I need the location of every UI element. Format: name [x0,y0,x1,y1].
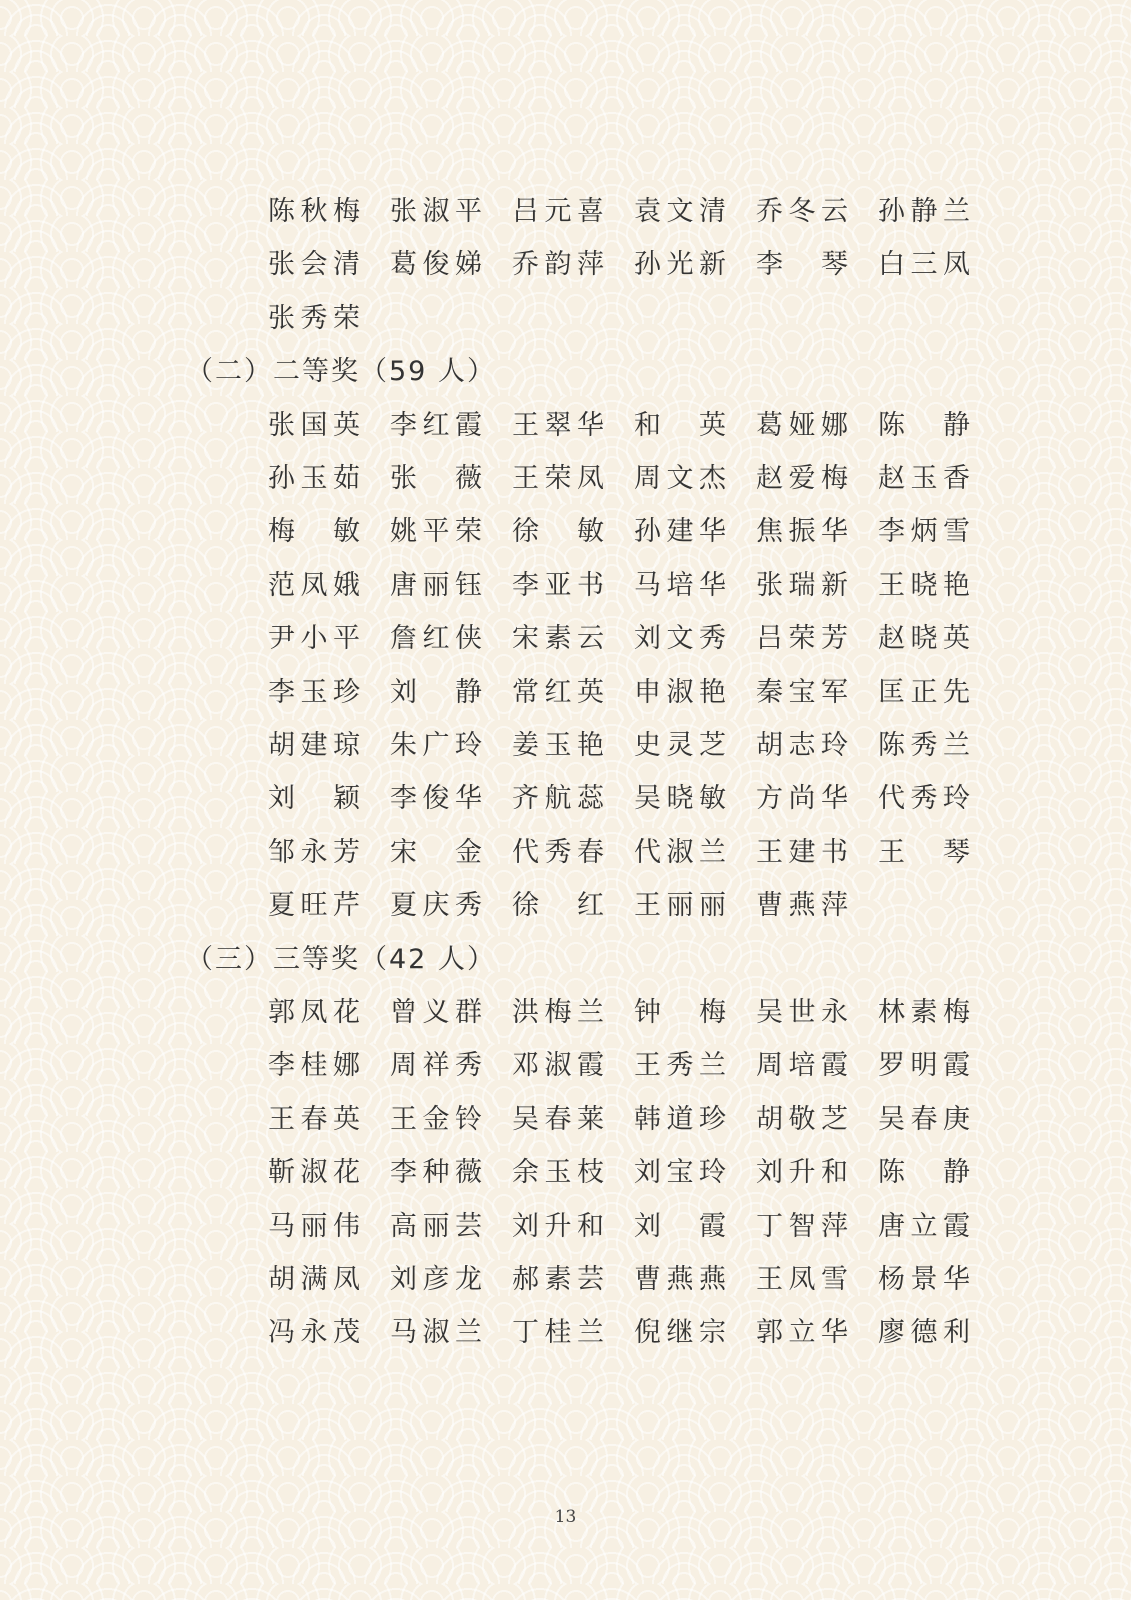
winner-name: 刘颖 [268,783,360,815]
winner-name: 胡建琼 [268,730,360,761]
winner-name: 冯永茂 [268,1317,360,1349]
winner-name: 乔韵萍 [512,249,604,281]
winner-name: 余玉枝 [512,1157,604,1189]
winner-name: 郝素芸 [512,1264,604,1295]
winner-name: 代秀玲 [878,783,970,815]
winner-name: 李琴 [756,249,848,281]
winner-name: 秦宝军 [756,676,848,708]
winner-name: 陈静 [878,409,970,441]
winner-name: 姜玉艳 [512,730,604,761]
winner-name: 陈静 [878,1157,970,1189]
winner-name: 马丽伟 [268,1210,360,1242]
winner-name: 韩道珍 [634,1103,726,1135]
winner-name: 刘升和 [512,1210,604,1242]
winner-name: 刘宝玲 [634,1157,726,1189]
winner-name: 朱广玲 [390,730,482,761]
winner-name: 罗明霞 [878,1050,970,1082]
winner-name: 孙静兰 [878,196,970,227]
winner-name: 刘静 [390,676,482,708]
winner-name: 陈秋梅 [268,196,360,227]
winner-name: 葛娅娜 [756,409,848,441]
winner-name: 陈秀兰 [878,730,970,761]
winner-name: 靳淑花 [268,1157,360,1189]
page-number: 13 [554,1507,577,1527]
winner-name: 代秀春 [512,836,604,868]
winner-name: 刘升和 [756,1157,848,1189]
winner-name: 张秀荣 [268,302,360,334]
winner-name: 刘彦龙 [390,1264,482,1295]
winner-name: 王建书 [756,836,848,868]
winner-name: 姚平荣 [390,516,482,548]
winner-name: 倪继宗 [634,1317,726,1349]
winner-name: 唐丽钰 [390,569,482,601]
winner-name: 廖德利 [878,1317,970,1349]
winner-name: 张瑞新 [756,569,848,601]
winner-name: 李亚书 [512,569,604,601]
winner-name: 郭凤花 [268,997,360,1028]
winner-name: 宋金 [390,836,482,868]
winner-name: 宋素云 [512,623,604,655]
winner-name: 王晓艳 [878,569,970,601]
winner-name: 葛俊娣 [390,249,482,281]
section-heading: （三）三等奖（42 人） [186,943,496,975]
winner-name: 吕元喜 [512,196,604,227]
winner-name: 赵玉香 [878,463,970,494]
winner-name: 方尚华 [756,783,848,815]
winner-name: 周培霞 [756,1050,848,1082]
winner-name: 李种薇 [390,1157,482,1189]
winner-name: 夏旺芹 [268,890,360,922]
winner-name: 乔冬云 [756,196,848,227]
winner-name: 白三凤 [878,249,970,281]
winner-name: 史灵芝 [634,730,726,761]
winner-name: 王琴 [878,836,970,868]
winner-name: 张国英 [268,409,360,441]
winner-name: 代淑兰 [634,836,726,868]
winner-name: 张淑平 [390,196,482,227]
winner-name: 赵晓英 [878,623,970,655]
winner-name: 胡敬芝 [756,1103,848,1135]
section-heading: （二）二等奖（59 人） [186,356,496,388]
winner-name: 吴世永 [756,997,848,1028]
winner-name: 李炳雪 [878,516,970,548]
winner-name: 李桂娜 [268,1050,360,1082]
winner-name: 吴春莱 [512,1103,604,1135]
winner-name: 夏庆秀 [390,890,482,922]
winner-name: 徐红 [512,890,604,922]
winner-name: 邹永芳 [268,836,360,868]
winner-name: 丁智萍 [756,1210,848,1242]
winner-name: 唐立霞 [878,1210,970,1242]
winner-name: 王秀兰 [634,1050,726,1082]
winner-name: 丁桂兰 [512,1317,604,1349]
winner-name: 申淑艳 [634,676,726,708]
winner-name: 王金铃 [390,1103,482,1135]
winner-name: 范凤娥 [268,569,360,601]
winner-name: 刘霞 [634,1210,726,1242]
winner-name: 吴春庚 [878,1103,970,1135]
winner-name: 常红英 [512,676,604,708]
winner-name: 李红霞 [390,409,482,441]
winner-name: 尹小平 [268,623,360,655]
winner-name: 孙光新 [634,249,726,281]
winner-name: 王荣凤 [512,463,604,494]
winner-name: 周祥秀 [390,1050,482,1082]
winner-name: 胡志玲 [756,730,848,761]
winner-name: 杨景华 [878,1264,970,1295]
winner-name: 焦振华 [756,516,848,548]
winner-name: 梅敏 [268,516,360,548]
winner-name: 王春英 [268,1103,360,1135]
winner-name: 曹燕燕 [634,1264,726,1295]
winner-name: 郭立华 [756,1317,848,1349]
winner-name: 曹燕萍 [756,890,848,922]
winner-name: 曾义群 [390,997,482,1028]
winner-name: 和英 [634,409,726,441]
winner-name: 袁文清 [634,196,726,227]
winner-name: 胡满凤 [268,1264,360,1295]
winner-name: 詹红侠 [390,623,482,655]
winner-name: 林素梅 [878,997,970,1028]
winner-name: 王凤雪 [756,1264,848,1295]
winner-name: 吴晓敏 [634,783,726,815]
winner-name: 周文杰 [634,463,726,494]
winner-name: 钟梅 [634,997,726,1028]
winner-name: 孙玉茹 [268,463,360,494]
winner-name: 马培华 [634,569,726,601]
winner-name: 吕荣芳 [756,623,848,655]
winner-name: 匡正先 [878,676,970,708]
winner-name: 李俊华 [390,783,482,815]
winner-name: 齐航蕊 [512,783,604,815]
winner-name: 张薇 [390,463,482,494]
winner-name: 李玉珍 [268,676,360,708]
winner-name: 张会清 [268,249,360,281]
winner-name: 王翠华 [512,409,604,441]
winner-name: 洪梅兰 [512,997,604,1028]
winner-name: 王丽丽 [634,890,726,922]
winner-name: 马淑兰 [390,1317,482,1349]
winner-name: 孙建华 [634,516,726,548]
winner-name: 邓淑霞 [512,1050,604,1082]
winner-name: 徐敏 [512,516,604,548]
winner-name: 赵爱梅 [756,463,848,494]
winner-name: 高丽芸 [390,1210,482,1242]
winner-name: 刘文秀 [634,623,726,655]
